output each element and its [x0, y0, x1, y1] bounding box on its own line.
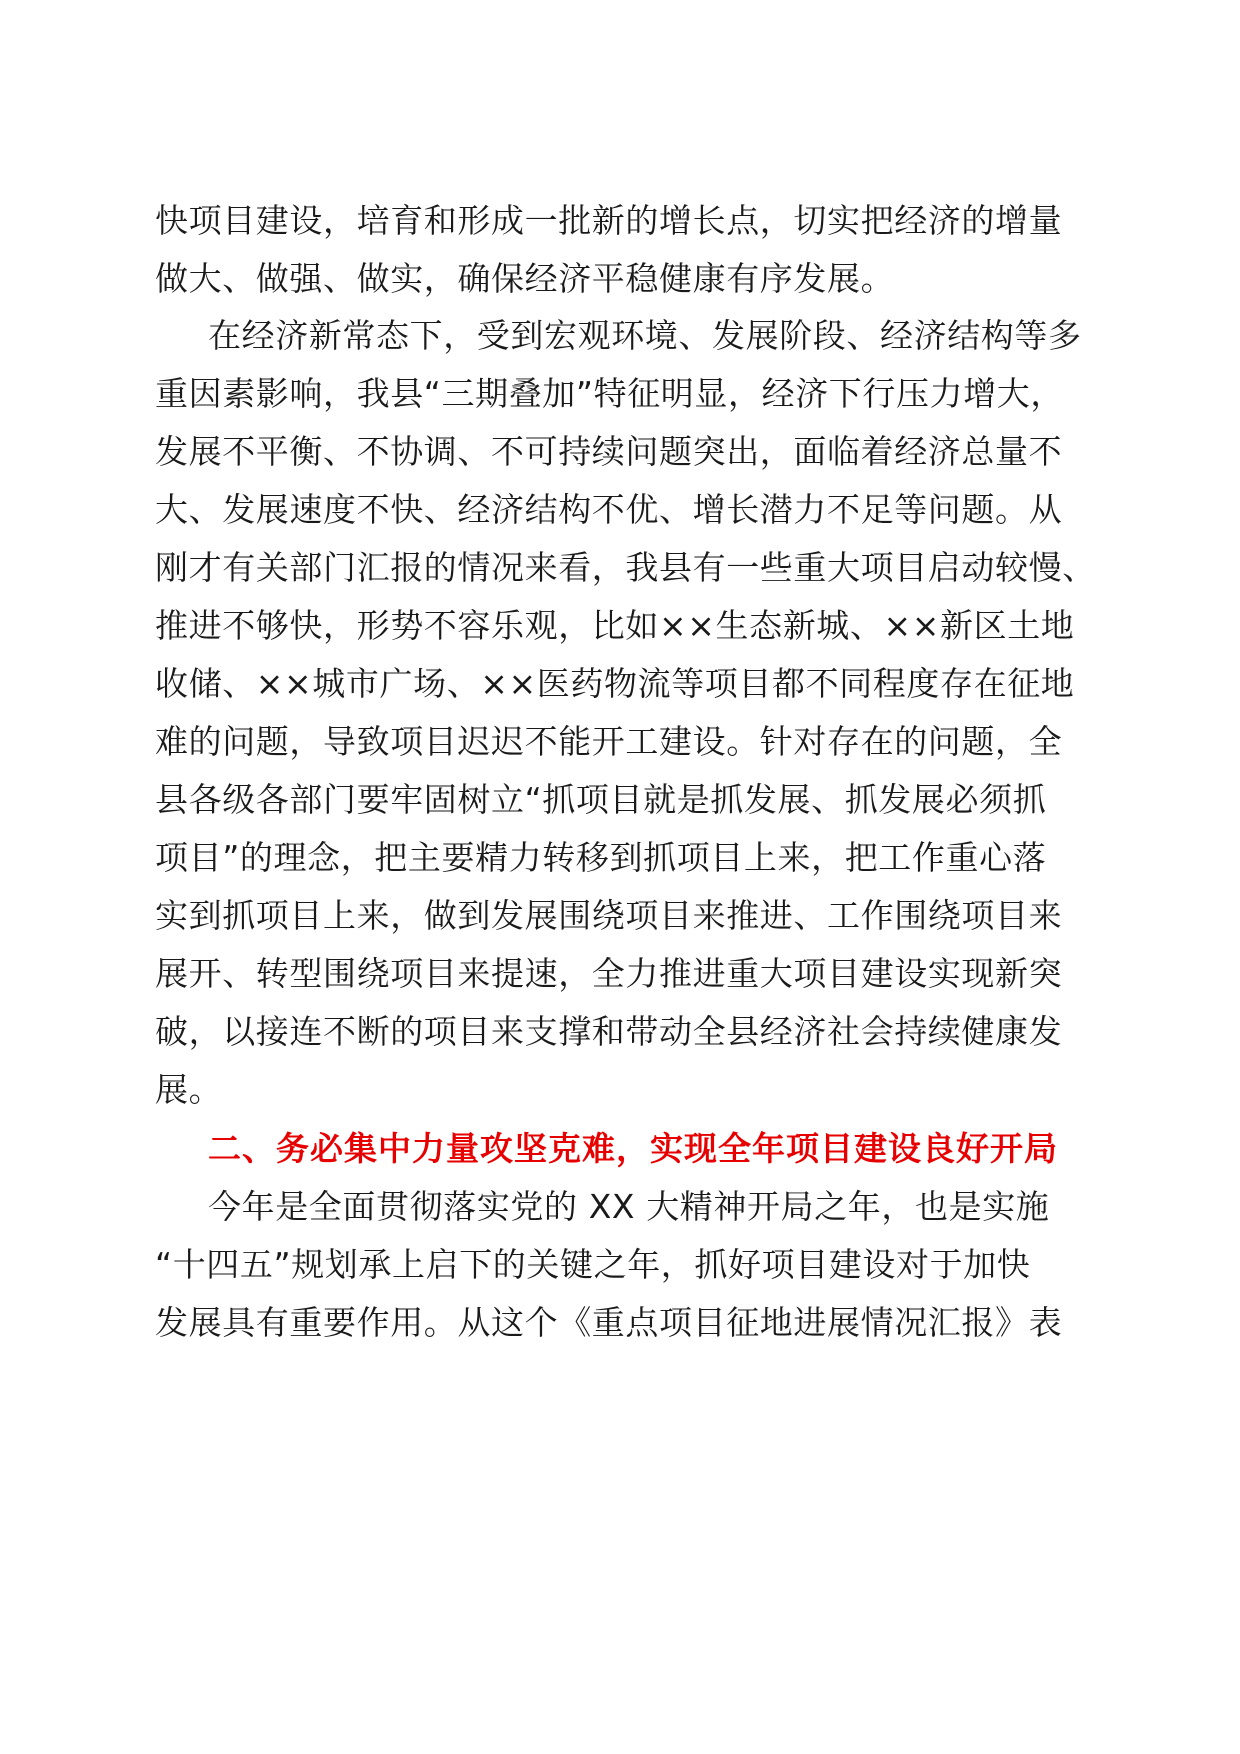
text-line: 推进不够快，形势不容乐观，比如××生态新城、××新区土地 — [155, 606, 1075, 645]
text-line: 刚才有关部门汇报的情况来看，我县有一些重大项目启动较慢、 — [155, 548, 1096, 587]
section-heading: 二、务必集中力量攻坚克难，实现全年项目建设良好开局 — [208, 1129, 1058, 1168]
text-line: 展。 — [155, 1070, 223, 1109]
text-line: 做大、做强、做实，确保经济平稳健康有序发展。 — [155, 259, 895, 298]
text-line: 重因素影响，我县“三期叠加”特征明显，经济下行压力增大， — [155, 374, 1064, 413]
text-line: 县各级各部门要牢固树立“抓项目就是抓发展、抓发展必须抓 — [155, 780, 1047, 819]
text-line: 大、发展速度不快、经济结构不优、增长潜力不足等问题。从 — [155, 490, 1063, 529]
text-line: 项目”的理念，把主要精力转移到抓项目上来，把工作重心落 — [155, 838, 1047, 877]
text-line: “十四五”规划承上启下的关键之年，抓好项目建设对于加快 — [155, 1245, 1031, 1284]
text-line: 发展不平衡、不协调、不可持续问题突出，面临着经济总量不 — [155, 432, 1063, 471]
text-line: 发展具有重要作用。从这个《重点项目征地进展情况汇报》表 — [155, 1303, 1063, 1342]
text-line: 破，以接连不断的项目来支撑和带动全县经济社会持续健康发 — [155, 1012, 1063, 1051]
text-line: 快项目建设，培育和形成一批新的增长点，切实把经济的增量 — [155, 201, 1063, 240]
text-line: 今年是全面贯彻落实党的 XX 大精神开局之年，也是实施 — [208, 1187, 1050, 1226]
text-line: 展开、转型围绕项目来提速，全力推进重大项目建设实现新突 — [155, 954, 1063, 993]
text-line: 收储、××城市广场、××医药物流等项目都不同程度存在征地 — [155, 664, 1075, 703]
text-line: 难的问题，导致项目迟迟不能开工建设。针对存在的问题，全 — [155, 722, 1063, 761]
text-line: 实到抓项目上来，做到发展围绕项目来推进、工作围绕项目来 — [155, 896, 1063, 935]
text-line: 在经济新常态下，受到宏观环境、发展阶段、经济结构等多 — [208, 316, 1082, 355]
